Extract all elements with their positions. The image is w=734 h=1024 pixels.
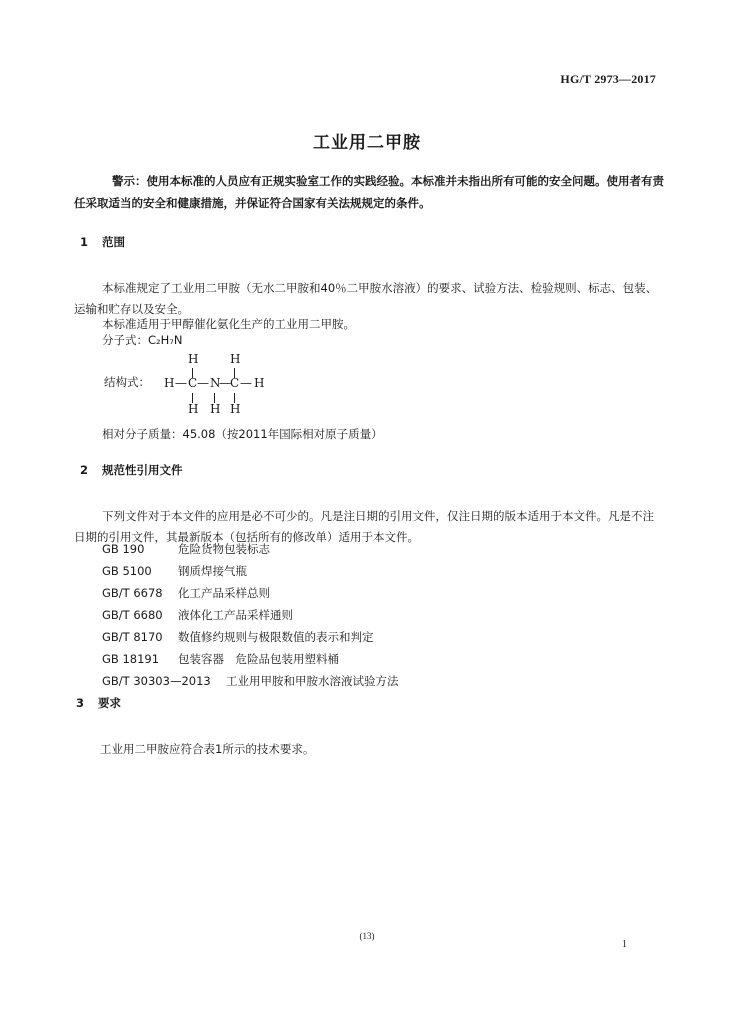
reference-item (102, 673, 399, 689)
reference-name: 钢质焊接气瓶 (178, 564, 247, 578)
section-1-heading (80, 234, 125, 250)
molecular-formula: 分子式：C₂H₇N (102, 333, 183, 347)
warning-label: 警示： (112, 174, 147, 188)
scope-paragraph-2: 本标准适用于甲醇催化氨化生产的工业用二甲胺。 (102, 317, 355, 331)
reference-name: 危险货物包装标志 (178, 542, 270, 556)
reference-name: 液体化工产品采样通则 (178, 608, 293, 622)
reference-item (102, 651, 339, 667)
atom-h-top-2: H (230, 352, 241, 366)
reference-code: GB 5100 (102, 564, 152, 578)
atom-h-bottom-1: H (188, 402, 199, 416)
section-title: 规范性引用文件 (102, 463, 183, 477)
warning-paragraph (74, 170, 664, 214)
reference-code: GB/T 6678 (102, 586, 163, 600)
atom-h-left: H (164, 376, 175, 390)
warning-text: 使用本标准的人员应有正规实验室工作的实践经验。本标准并未指出所有可能的安全问题。使用者有责任采取适当的安全和健康措施，并保证符合国家有关法规规定的条件。 (74, 174, 664, 210)
reference-name: 包装容器 危险品包装用塑料桶 (178, 652, 339, 666)
section-title: 要求 (98, 696, 121, 710)
atom-h-right: H (254, 376, 265, 390)
reference-name: 工业用甲胺和甲胺水溶液试验方法 (226, 674, 399, 688)
section-number: 3 (76, 696, 85, 710)
molecular-mass: 相对分子质量：45.08（按2011年国际相对原子质量） (102, 427, 383, 441)
reference-code: GB/T 8170 (102, 630, 163, 644)
section-number: 2 (80, 463, 89, 477)
page-corner-number: 1 (622, 939, 627, 950)
reference-code: GB/T 30303—2013 (102, 674, 211, 688)
reference-name: 数值修约规则与极限数值的表示和判定 (178, 630, 374, 644)
section-2-heading (80, 462, 183, 478)
page-title: 工业用二甲胺 (313, 133, 421, 153)
reference-item (102, 607, 293, 623)
atom-c-1: C (188, 376, 198, 390)
standard-code: HG/T 2973—2017 (560, 72, 656, 86)
reference-code: GB 18191 (102, 652, 160, 666)
reference-code: GB 190 (102, 542, 145, 556)
reference-item (102, 541, 270, 557)
section-3-heading (76, 695, 121, 711)
bond-c-n: — (197, 376, 209, 390)
section-number: 1 (80, 235, 89, 249)
reference-item (102, 629, 374, 645)
bond-left: — (175, 376, 187, 390)
requirements-paragraph: 工业用二甲胺应符合表1所示的技术要求。 (100, 742, 315, 756)
reference-name: 化工产品采样总则 (178, 586, 270, 600)
atom-h-bottom-2: H (210, 402, 221, 416)
page-number: (13) (359, 931, 375, 941)
atom-c-2: C (230, 376, 240, 390)
atom-h-top-1: H (188, 352, 199, 366)
structural-formula (164, 352, 364, 418)
scope-paragraph-1: 本标准规定了工业用二甲胺（无水二甲胺和40％二甲胺水溶液）的要求、试验方法、检验规则、标志、包装、运输和贮存以及安全。 (74, 281, 658, 316)
atom-n: N (210, 376, 221, 390)
atom-h-bottom-3: H (230, 402, 241, 416)
reference-item (102, 585, 270, 601)
section-title: 范围 (102, 235, 125, 249)
structure-label: 结构式： (104, 375, 150, 389)
reference-code: GB/T 6680 (102, 608, 163, 622)
reference-item (102, 563, 247, 579)
references-intro: 下列文件对于本文件的应用是必不可少的。凡是注日期的引用文件，仅注日期的版本适用于本文件。凡是不注日期的引用文件，其最新版本（包括所有的修改单）适用于本文件。 (74, 509, 654, 544)
bond-right: — (240, 376, 252, 390)
bond-n-c: — (219, 376, 231, 390)
